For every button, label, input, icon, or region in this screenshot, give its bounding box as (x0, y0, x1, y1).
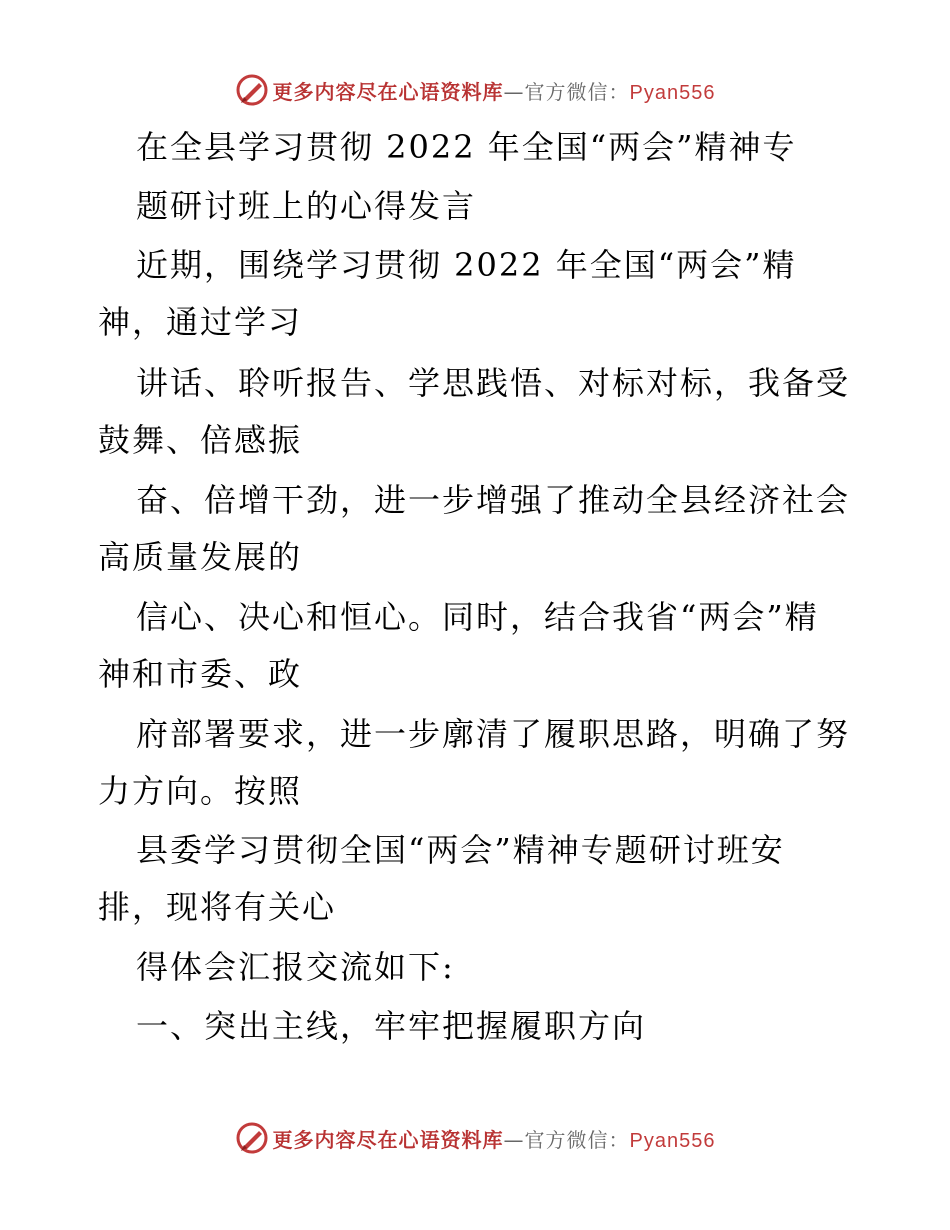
section-heading: 一、突出主线，牢牢把握履职方向 (136, 1007, 647, 1045)
paragraph-line: 县委学习贯彻全国“两会”精神专题研讨班安 (136, 831, 785, 869)
banner-separator: —官方微信： (503, 1127, 630, 1152)
paragraph-line: 鼓舞、倍感振 (98, 421, 303, 459)
banner-wechat-id: Pyan556 (629, 1129, 716, 1152)
paragraph-line: 神，通过学习 (98, 303, 303, 341)
paragraph-line: 高质量发展的 (98, 538, 303, 576)
title-line-1: 在全县学习贯彻 2022 年全国“两会”精神专 (136, 128, 797, 166)
pen-logo-icon (235, 73, 269, 107)
paragraph-line: 神和市委、政 (98, 655, 303, 693)
header-banner (0, 70, 950, 110)
banner-text (273, 76, 716, 105)
banner-text (273, 1124, 716, 1153)
paragraph-line: 奋、倍增干劲，进一步增强了推动全县经济社会 (136, 481, 851, 519)
paragraph-line: 府部署要求，进一步廓清了履职思路，明确了努 (136, 715, 851, 753)
paragraph-line: 讲话、聆听报告、学思践悟、对标对标，我备受 (136, 364, 851, 402)
banner-separator: —官方微信： (503, 79, 630, 104)
banner-title: 更多内容尽在心语资料库 (272, 1127, 504, 1152)
title-line-2: 题研讨班上的心得发言 (136, 187, 477, 225)
footer-banner (0, 1118, 950, 1158)
banner-title: 更多内容尽在心语资料库 (272, 79, 504, 104)
paragraph-line: 信心、决心和恒心。同时，结合我省“两会”精 (136, 598, 819, 636)
paragraph-line: 力方向。按照 (98, 772, 303, 810)
pen-logo-icon (235, 1121, 269, 1155)
paragraph-line: 得体会汇报交流如下: (136, 948, 455, 986)
paragraph-line: 近期，围绕学习贯彻 2022 年全国“两会”精 (136, 246, 797, 284)
banner-wechat-id: Pyan556 (629, 81, 716, 104)
paragraph-line: 排，现将有关心 (98, 888, 337, 926)
